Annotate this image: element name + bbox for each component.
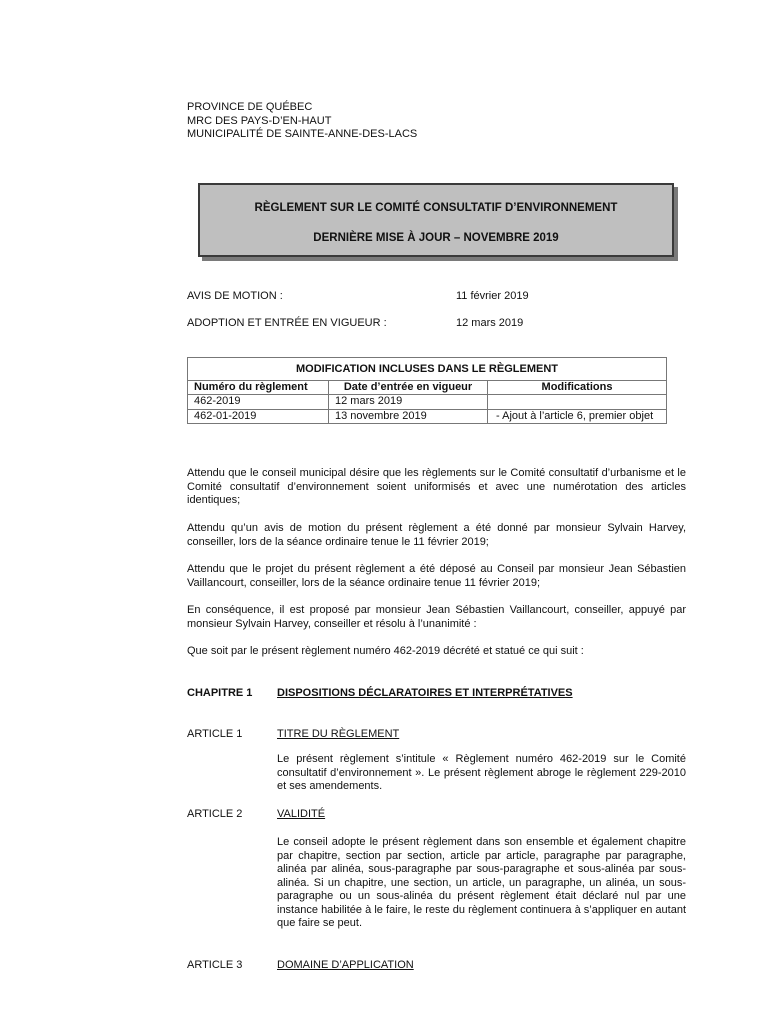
table-cell [488,395,667,410]
article-2-label: ARTICLE 2 [187,808,243,820]
paragraph-decree: Que soit par le présent règlement numéro 462-2019 décrété et statué ce qui suit : [187,645,584,657]
table-row [188,395,667,410]
title-box [198,183,674,257]
header-municipality: MUNICIPALITÉ DE SAINTE-ANNE-DES-LACS [187,128,418,140]
adoption-date: 12 mars 2019 [456,317,524,329]
paragraph-consequence: En conséquence, il est proposé par monsieur Jean Sébastien Vaillancourt, conseiller, appuyé par monsieur Sylvain Harvey, conseiller et résolu à l’unanimité : [187,604,686,630]
column-header: Modifications [488,380,667,395]
motion-date: 11 février 2019 [456,290,529,302]
table-header-row [188,380,667,395]
adoption-label: ADOPTION ET ENTRÉE EN VIGUEUR : [187,317,387,329]
modifications-table [187,357,667,424]
table-caption: MODIFICATION INCLUSES DANS LE RÈGLEMENT [188,358,667,381]
table-row [188,409,667,424]
paragraph-attendu-3: Attendu que le projet du présent règlement a été déposé au Conseil par monsieur Jean Sébastien Vaillancourt, conseiller, lors de la séance ordinaire tenue 11 février 2019; [187,563,686,589]
table-cell: 462-01-2019 [188,409,329,424]
table-cell: 13 novembre 2019 [329,409,488,424]
table-cell: - Ajout à l’article 6, premier objet [488,409,667,424]
table-cell: 12 mars 2019 [329,395,488,410]
article-1-body: Le présent règlement s’intitule « Règlement numéro 462-2019 sur le Comité consultatif d’environnement ». Le présent règlement abroge le règlement 229-2010 et ses amendements. [277,753,686,792]
article-2-title: VALIDITÉ [277,808,326,820]
header-mrc: MRC DES PAYS-D’EN-HAUT [187,114,332,127]
article-1-label: ARTICLE 1 [187,728,243,740]
column-header: Numéro du règlement [188,380,329,395]
paragraph-attendu-1: Attendu que le conseil municipal désire que les règlements sur le Comité consultatif d’urbanisme et le Comité consultatif d’environnement soient uniformisés et avec une numérotation des articles identiques; [187,467,686,506]
motion-label: AVIS DE MOTION : [187,290,283,302]
article-1-title: TITRE DU RÈGLEMENT [277,728,400,740]
table-cell: 462-2019 [188,395,329,410]
article-3-title: DOMAINE D’APPLICATION [277,959,414,971]
chapter-label: CHAPITRE 1 [187,687,253,699]
paragraph-attendu-2: Attendu qu’un avis de motion du présent règlement a été donné par monsieur Sylvain Harvey, conseiller, lors de la séance ordinaire tenue le 11 février 2019; [187,522,686,548]
document-update: DERNIÈRE MISE À JOUR – NOVEMBRE 2019 [313,232,559,244]
document-header [187,101,587,142]
column-header: Date d’entrée en vigueur [329,380,488,395]
article-3-label: ARTICLE 3 [187,959,243,971]
article-2-body: Le conseil adopte le présent règlement dans son ensemble et également chapitre par chapitre, section par section, article par article, paragraphe par paragraphe, alinéa par alinéa, sous-paragraphe par sous-paragraphe et sous-alinéa par sous-alinéa. Si un chapitre, une section, un article, un paragraphe, un alinéa, un sous-paragraphe ou un sous-alinéa du présent règlement était déclaré nul par une instance habilitée à le faire, le reste du règlement continuera à s’appliquer en autant que faire se peut. [277,836,686,929]
header-province: PROVINCE DE QUÉBEC [187,101,313,113]
document-title: RÈGLEMENT SUR LE COMITÉ CONSULTATIF D’ENVIRONNEMENT [254,202,618,214]
chapter-title: DISPOSITIONS DÉCLARATOIRES ET INTERPRÉTATIVES [277,687,573,699]
